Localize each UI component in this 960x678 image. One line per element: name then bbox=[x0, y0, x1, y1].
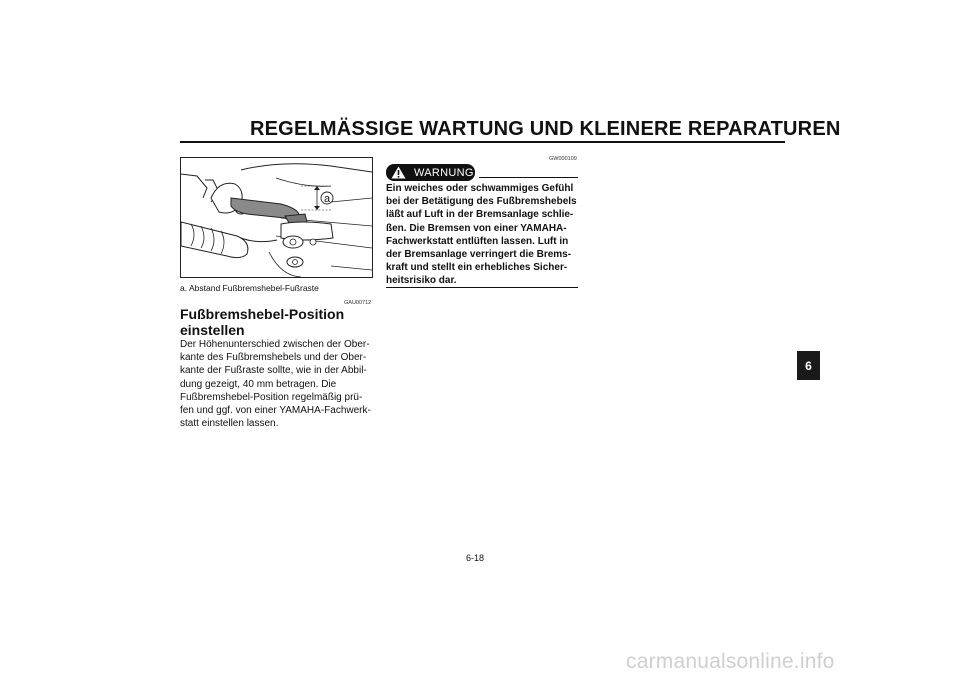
section-body bbox=[180, 338, 380, 430]
figure-caption: a. Abstand Fußbremshebel-Fußraste bbox=[180, 283, 319, 293]
brake-pedal-figure bbox=[180, 157, 373, 278]
section-code: GAU00712 bbox=[344, 300, 372, 306]
warning-line: kraft und stellt ein erhebliches Sicher- bbox=[386, 262, 568, 274]
chapter-tab: 6 bbox=[797, 351, 820, 380]
warning-line: ßen. Die Bremsen von einer YAMAHA- bbox=[386, 222, 567, 234]
warning-rule-top bbox=[479, 177, 578, 178]
body-line: Der Höhenunterschied zwischen der Ober- bbox=[180, 339, 370, 350]
warning-code: GW000109 bbox=[549, 156, 577, 162]
warning-line: heitsrisiko dar. bbox=[386, 275, 457, 287]
body-line: kante des Fußbremshebels und der Ober- bbox=[180, 352, 367, 364]
brake-pedal-illustration bbox=[181, 158, 372, 277]
warning-badge bbox=[386, 164, 475, 181]
watermark: carmanualsonline.info bbox=[626, 650, 835, 673]
page-number: 6-18 bbox=[466, 553, 485, 563]
warning-badge-label: WARNUNG bbox=[414, 166, 474, 179]
body-line: Fußbremshebel-Position regelmäßig prü- bbox=[180, 391, 363, 403]
warning-line: läßt auf Luft in der Bremsanlage schlie- bbox=[386, 209, 574, 221]
warning-line: Ein weiches oder schwammiges Gefühl bbox=[386, 183, 574, 194]
section-title bbox=[180, 306, 380, 338]
body-line: kante der Fußraste sollte, wie in der Abbil- bbox=[180, 365, 367, 377]
body-line: fen und ggf. von einer YAMAHA-Fachwerk- bbox=[180, 405, 371, 417]
body-line: statt einstellen lassen. bbox=[180, 418, 279, 430]
warning-text bbox=[386, 182, 582, 288]
warning-line: Fachwerkstatt entlüften lassen. Luft in bbox=[386, 235, 569, 247]
warning-rule-bottom bbox=[386, 287, 578, 288]
header-rule bbox=[180, 141, 785, 143]
body-line: dung gezeigt, 40 mm betragen. Die bbox=[180, 378, 337, 390]
section-title-line-1: Fußbremshebel-Position bbox=[180, 306, 345, 322]
warning-line: bei der Betätigung des Fußbremshebels bbox=[386, 196, 577, 208]
warning-triangle-icon bbox=[391, 166, 406, 179]
callout-label: a bbox=[323, 193, 331, 205]
warning-line: der Bremsanlage verringert die Brems- bbox=[386, 249, 572, 261]
section-title-line-2: einstellen bbox=[180, 322, 245, 338]
page-header-title: REGELMÄSSIGE WARTUNG UND KLEINERE REPARATUREN bbox=[250, 118, 841, 140]
